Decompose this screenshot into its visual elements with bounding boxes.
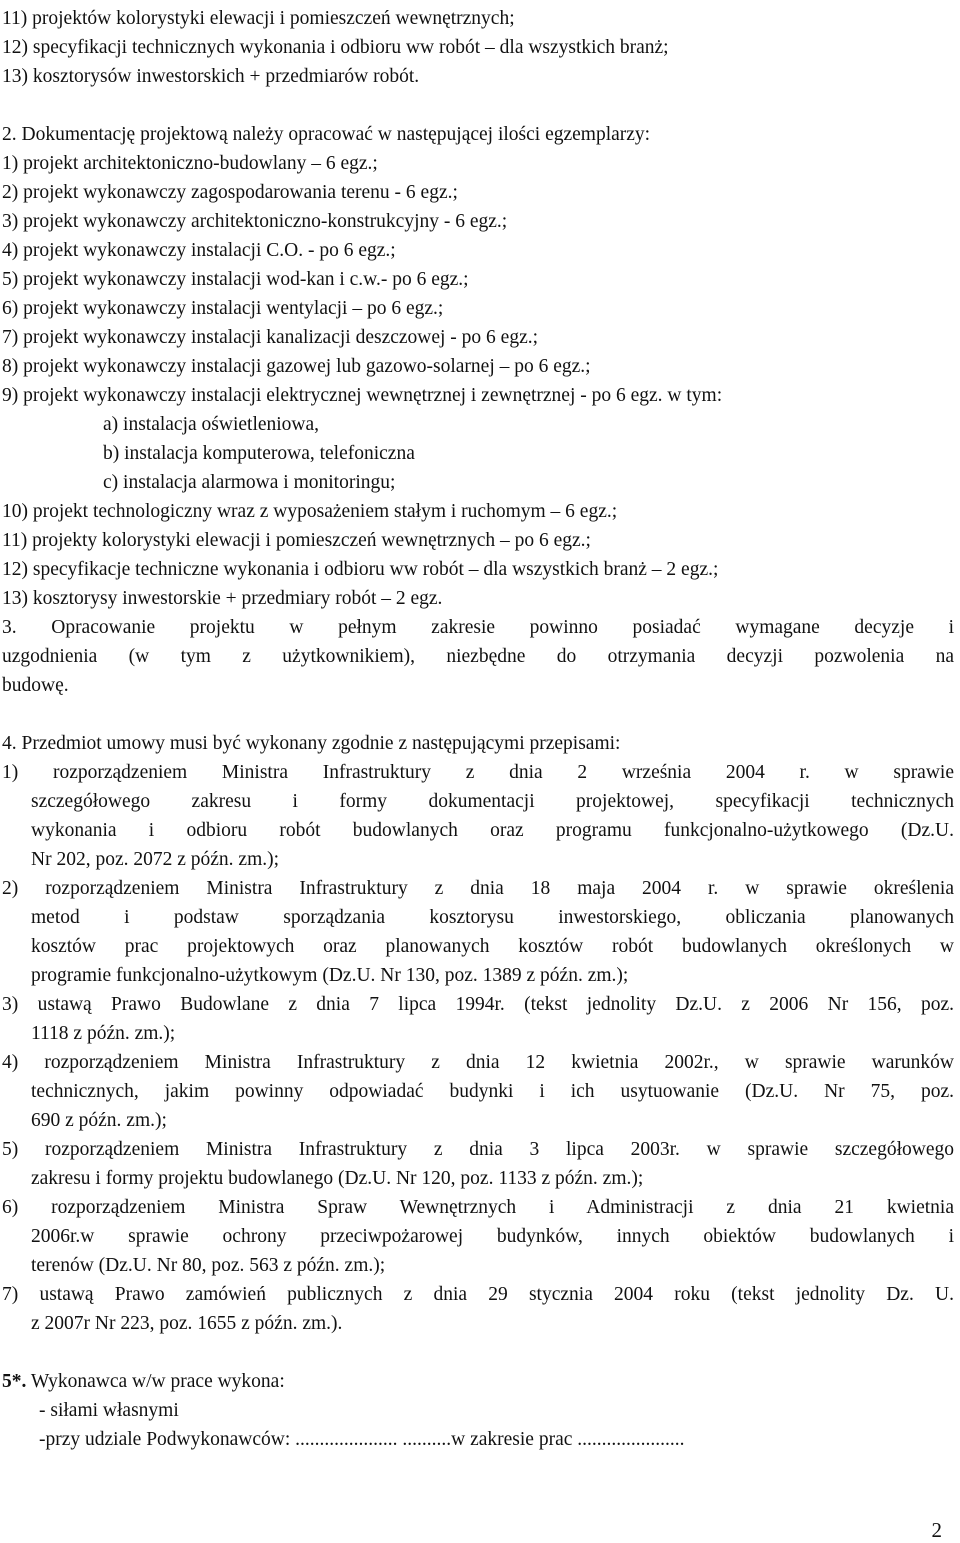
section-3-line: budowę. — [2, 675, 69, 696]
list-item: 11) projektów kolorystyki elewacji i pomieszczeń wewnętrznych; — [2, 8, 515, 29]
regulation-line: Nr 202, poz. 2072 z późn. zm.); — [31, 849, 280, 870]
sub-list-item: c) instalacja alarmowa i monitoringu; — [103, 472, 396, 493]
regulation-line: programie funkcjonalno-użytkowym (Dz.U. Nr 130, poz. 1389 z późn. zm.); — [31, 965, 629, 986]
regulation-line: 2006r.w sprawie ochrony przeciwpożarowej budynków, innych obiektów budowlanych i — [31, 1226, 954, 1247]
list-item: 11) projekty kolorystyki elewacji i pomieszczeń wewnętrznych – po 6 egz.; — [2, 530, 591, 551]
regulation-line: zakresu i formy projektu budowlanego (Dz.U. Nr 120, poz. 1133 z późn. zm.); — [31, 1168, 644, 1189]
section-5-text: Wykonawca w/w prace wykona: — [26, 1371, 285, 1392]
list-item: 3) projekt wykonawczy architektoniczno-konstrukcyjny - 6 egz.; — [2, 211, 508, 232]
list-item: 13) kosztorysy inwestorskie + przedmiary robót – 2 egz. — [2, 588, 443, 609]
section-5-intro — [2, 1367, 285, 1396]
page-number: 2 — [931, 1518, 942, 1542]
section-3-line: uzgodnienia (w tym z użytkownikiem), niezbędne do otrzymania decyzji pozwolenia na — [2, 646, 954, 667]
list-item: 1) projekt architektoniczno-budowlany – 6 egz.; — [2, 153, 378, 174]
list-item: 6) projekt wykonawczy instalacji wentylacji – po 6 egz.; — [2, 298, 444, 319]
regulation-line: z 2007r Nr 223, poz. 1655 z późn. zm.). — [31, 1313, 343, 1334]
sub-list-item: a) instalacja oświetleniowa, — [103, 414, 320, 435]
list-item: 12) specyfikacji technicznych wykonania i odbioru ww robót – dla wszystkich branż; — [2, 37, 669, 58]
regulation-line: 3) ustawą Prawo Budowlane z dnia 7 lipca 1994r. (tekst jednolity Dz.U. z 2006 Nr 156, poz. — [2, 994, 954, 1015]
regulation-line: 1118 z późn. zm.); — [31, 1023, 176, 1044]
regulation-line: 7) ustawą Prawo zamówień publicznych z dnia 29 stycznia 2004 roku (tekst jednolity Dz. U. — [2, 1284, 954, 1305]
regulation-line: wykonania i odbioru robót budowlanych oraz programu funkcjonalno-użytkowego (Dz.U. — [31, 820, 954, 841]
section-5-number: 5*. — [2, 1371, 27, 1392]
regulation-line: kosztów prac projektowych oraz planowanych kosztów robót budowlanych określonych w — [31, 936, 954, 957]
regulation-line: metod i podstaw sporządzania kosztorysu inwestorskiego, obliczania planowanych — [31, 907, 954, 928]
regulation-line: 4) rozporządzeniem Ministra Infrastruktury z dnia 12 kwietnia 2002r., w sprawie warunków — [2, 1052, 954, 1073]
section-3-line: 3. Opracowanie projektu w pełnym zakresie powinno posiadać wymagane decyzje i — [2, 617, 954, 638]
regulation-line: technicznych, jakim powinny odpowiadać budynki i ich usytuowanie (Dz.U. Nr 75, poz. — [31, 1081, 954, 1102]
regulation-line: terenów (Dz.U. Nr 80, poz. 563 z późn. zm.); — [31, 1255, 386, 1276]
list-item: 9) projekt wykonawczy instalacji elektrycznej wewnętrznej i zewnętrznej - po 6 egz. w tym: — [2, 385, 723, 406]
list-item: 8) projekt wykonawczy instalacji gazowej lub gazowo-solarnej – po 6 egz.; — [2, 356, 591, 377]
list-item: 4) projekt wykonawczy instalacji C.O. - po 6 egz.; — [2, 240, 396, 261]
list-item: 12) specyfikacje techniczne wykonania i odbioru ww robót – dla wszystkich branż – 2 egz.; — [2, 559, 719, 580]
regulation-line: 690 z późn. zm.); — [31, 1110, 167, 1131]
sub-list-item: b) instalacja komputerowa, telefoniczna — [103, 443, 415, 464]
regulation-line: 2) rozporządzeniem Ministra Infrastruktury z dnia 18 maja 2004 r. w sprawie określenia — [2, 878, 954, 899]
regulation-line: 6) rozporządzeniem Ministra Spraw Wewnętrznych i Administracji z dnia 21 kwietnia — [2, 1197, 954, 1218]
regulation-line: 1) rozporządzeniem Ministra Infrastruktury z dnia 2 września 2004 r. w sprawie — [2, 762, 954, 783]
section-2-intro: 2. Dokumentację projektową należy opracować w następującej ilości egzemplarzy: — [2, 124, 651, 145]
regulation-line: szczegółowego zakresu i formy dokumentacji projektowej, specyfikacji technicznych — [31, 791, 954, 812]
option-own-forces: - siłami własnymi — [39, 1400, 179, 1421]
list-item: 5) projekt wykonawczy instalacji wod-kan i c.w.- po 6 egz.; — [2, 269, 469, 290]
list-item: 13) kosztorysów inwestorskich + przedmiarów robót. — [2, 66, 420, 87]
regulation-line: 5) rozporządzeniem Ministra Infrastruktury z dnia 3 lipca 2003r. w sprawie szczegółowego — [2, 1139, 954, 1160]
list-item: 10) projekt technologiczny wraz z wyposażeniem stałym i ruchomym – 6 egz.; — [2, 501, 618, 522]
section-4-intro: 4. Przedmiot umowy musi być wykonany zgodnie z następującymi przepisami: — [2, 733, 621, 754]
option-subcontractors: -przy udziale Podwykonawców: ..................... ..........w zakresie prac ...................... — [39, 1429, 685, 1450]
list-item: 2) projekt wykonawczy zagospodarowania terenu - 6 egz.; — [2, 182, 458, 203]
list-item: 7) projekt wykonawczy instalacji kanalizacji deszczowej - po 6 egz.; — [2, 327, 539, 348]
